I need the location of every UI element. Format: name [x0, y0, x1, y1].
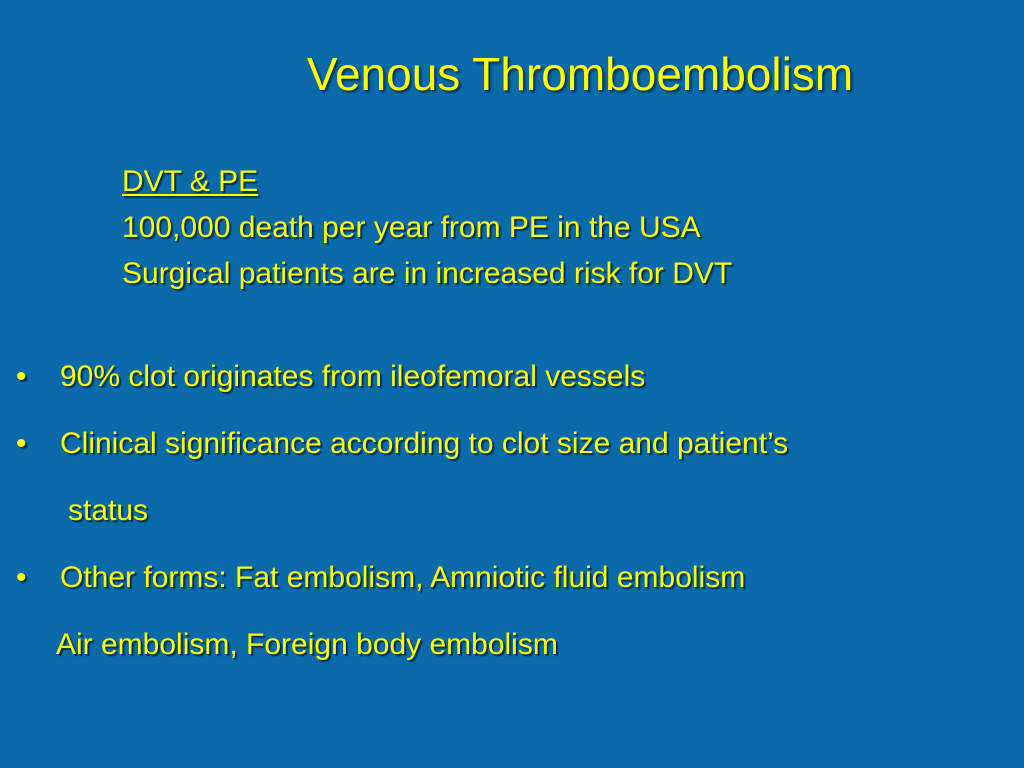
- intro-line-2: Surgical patients are in increased risk for DVT: [122, 257, 733, 290]
- bullet-text-2: Clinical significance according to clot size and patient’s: [60, 427, 789, 460]
- bullet-text-1: 90% clot originates from ileofemoral vessels: [60, 360, 646, 393]
- intro-heading: DVT & PE: [122, 165, 259, 198]
- bullet-marker: •: [16, 427, 27, 460]
- bullet-marker: •: [16, 561, 27, 594]
- bullet-text-3-cont: Air embolism, Foreign body embolism: [56, 628, 558, 661]
- slide-title: Venous Thromboembolism: [306, 48, 854, 100]
- bullet-text-3: Other forms: Fat embolism, Amniotic fluid embolism: [60, 561, 746, 594]
- intro-line-1: 100,000 death per year from PE in the USA: [122, 211, 701, 244]
- intro-block: [122, 159, 732, 297]
- bullet-marker: •: [16, 360, 27, 393]
- bullet-text-2-cont: status: [68, 494, 149, 527]
